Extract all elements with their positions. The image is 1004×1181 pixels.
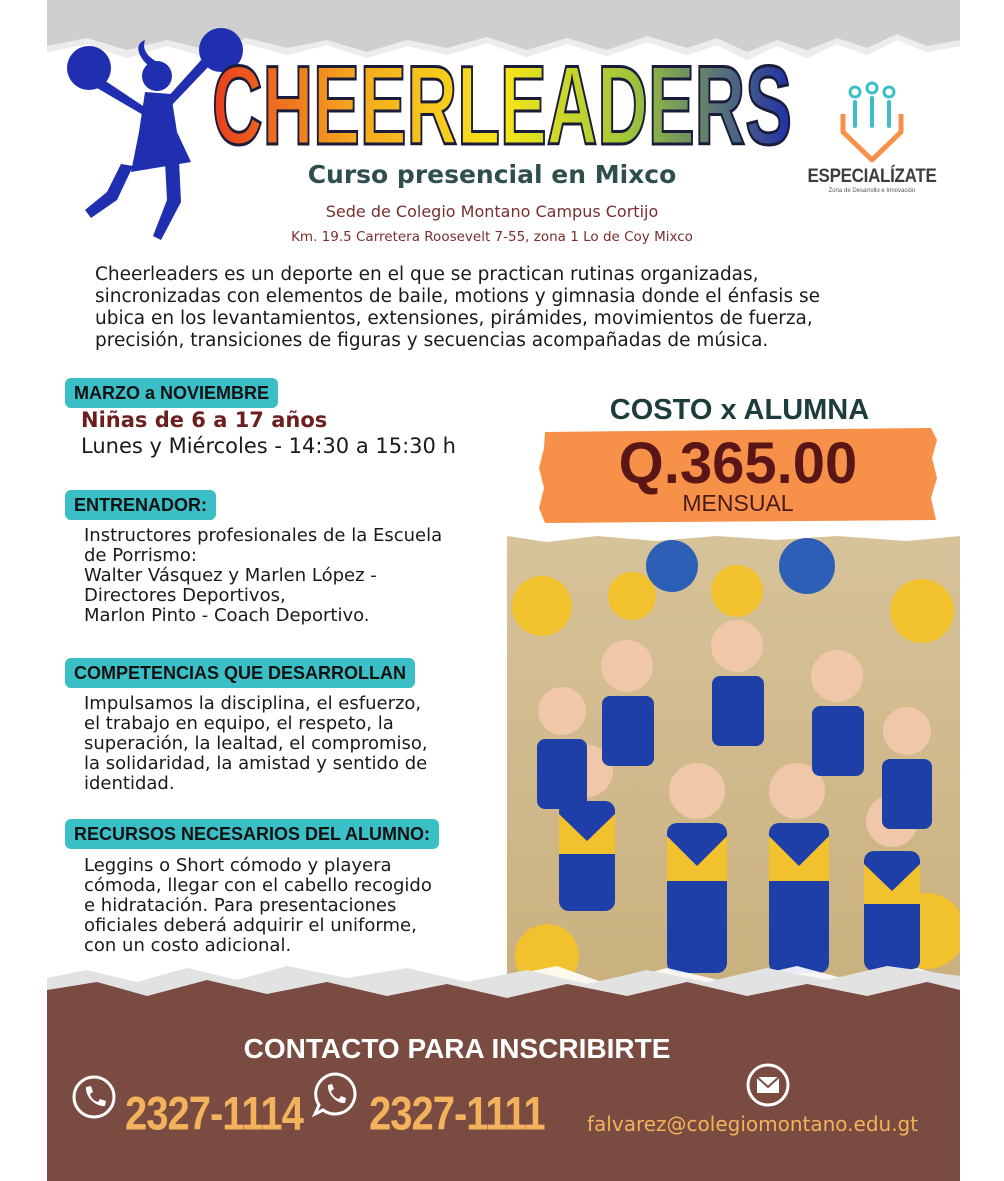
cost-label: COSTO x ALUMNA (609, 394, 870, 426)
whatsapp-number[interactable]: 2327-1111 (369, 1088, 545, 1140)
coach-description: Instructores profesionales de la Escuela de Porrismo: Walter Vásquez y Marlen López - Directores Deportivos, Marlon Pinto - Coach Deportivo. (84, 525, 443, 626)
price: Q.365.00 (618, 431, 858, 496)
intro-paragraph: Cheerleaders es un deporte en el que se practican rutinas organizadas, sincronizadas con elementos de baile, motions y gimnasia donde el énfasis se ubica en los levantamientos, extensiones, pirámides, movimientos de fuerza, precisión, transiciones de figuras y secuencias acompañadas de música. (95, 264, 820, 351)
phone-icon (71, 1074, 117, 1120)
schedule: Lunes y Miércoles - 14:30 a 15:30 h (81, 434, 456, 458)
phone-number[interactable]: 2327-1114 (125, 1088, 303, 1140)
venue: Sede de Colegio Montano Campus Cortijo (325, 202, 659, 221)
skills-description: Impulsamos la disciplina, el esfuerzo, el trabajo en equipo, el respeto, la superación, la lealtad, el compromiso, la solidaridad, la amistad y sentido de identidad. (84, 693, 428, 794)
poster-title (207, 40, 797, 170)
cheer-team-photo (507, 536, 960, 994)
whatsapp-icon (311, 1070, 359, 1118)
pencil-people-icon (807, 80, 937, 166)
address: Km. 19.5 Carretera Roosevelt 7-55, zona 1 Lo de Coy Mixco (291, 229, 693, 245)
contact-title: CONTACTO PARA INSCRIBIRTE (243, 1033, 671, 1064)
course-subtitle: Curso presencial en Mixco (307, 160, 677, 189)
resources-description: Leggins o Short cómodo y playera cómoda, llegar con el cabello recogido e hidratación. Para presentaciones oficiales deberá adquirir el uniforme, con un costo adicional. (84, 855, 432, 956)
torn-paper-footer (47, 960, 960, 1181)
especializate-logo (807, 80, 937, 205)
logo-tagline: Zona de Desarrollo e Innovación (828, 188, 916, 194)
age-range: Niñas de 6 a 17 años (81, 408, 328, 432)
resources-tag: RECURSOS NECESARIOS DEL ALUMNO: (65, 819, 439, 849)
skills-tag: COMPETENCIAS QUE DESARROLLAN (65, 658, 415, 688)
price-period: MENSUAL (682, 490, 794, 516)
svg-text:CHEERLEADERS: CHEERLEADERS (212, 43, 792, 168)
period-tag: MARZO a NOVIEMBRE (65, 378, 278, 408)
flyer (47, 0, 960, 1181)
coach-tag: ENTRENADOR: (65, 490, 216, 520)
email-address[interactable]: falvarez@colegiomontano.edu.gt (587, 1112, 919, 1136)
email-icon (745, 1062, 791, 1108)
logo-name: ESPECIALÍZATE (807, 164, 937, 187)
